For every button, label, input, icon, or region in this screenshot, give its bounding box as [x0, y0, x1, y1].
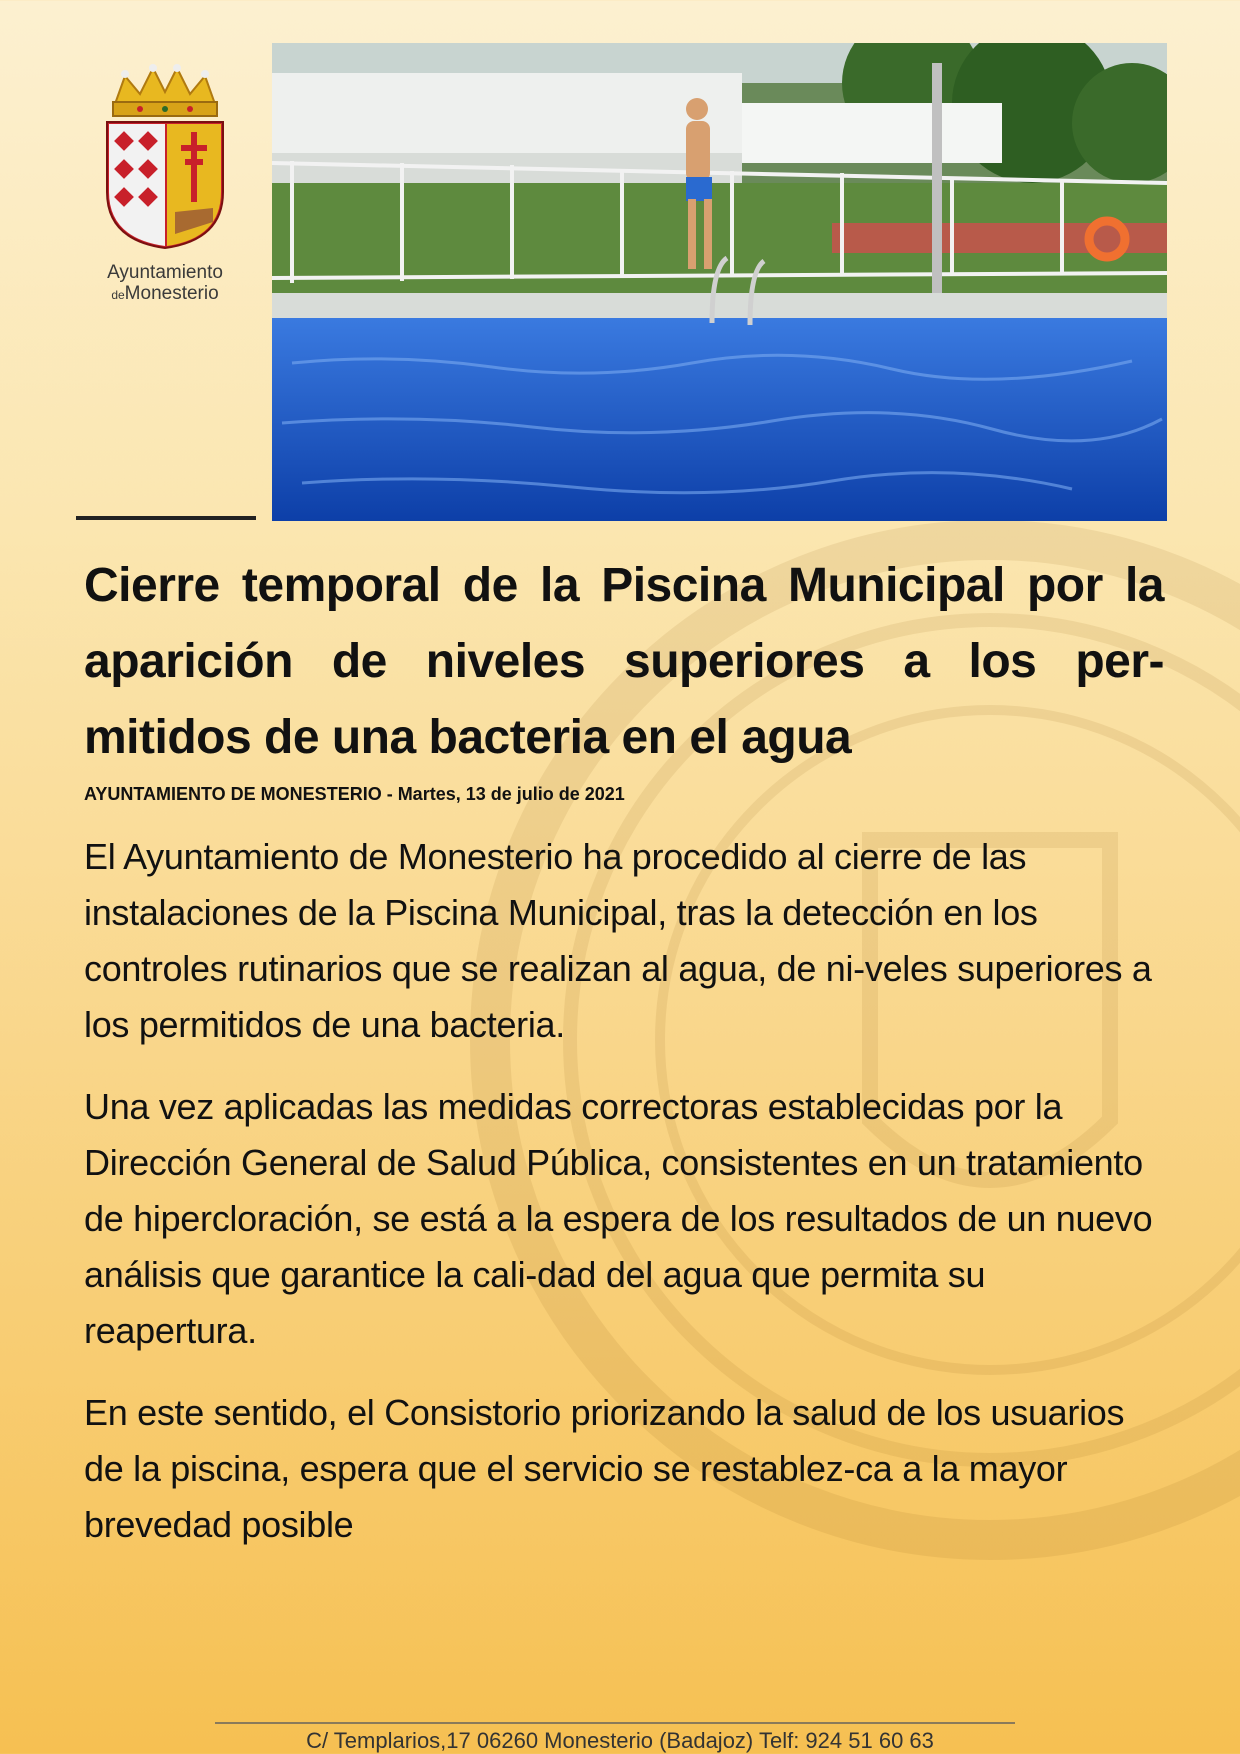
- article-byline: AYUNTAMIENTO DE MONESTERIO - Martes, 13 de julio de 2021: [84, 784, 625, 804]
- logo-divider: [76, 516, 256, 520]
- footer-address: C/ Templarios,17 06260 Monesterio (Badajoz) Telf: 924 51 60 63: [306, 1728, 934, 1753]
- logo-prefix: de: [111, 288, 125, 302]
- municipal-logo: [90, 62, 240, 306]
- article-headline: Cierre temporal de la Piscina Municipal por la aparición de niveles superiores a los per-mitidos de una bacteria en el agua: [84, 559, 1164, 764]
- logo-line2: Monesterio: [124, 283, 219, 304]
- pool-photo: [272, 43, 1167, 521]
- coat-of-arms-icon: [95, 62, 235, 252]
- article-paragraph-1: El Ayuntamiento de Monesterio ha procedido al cierre de las instalaciones de la Piscina Municipal, tras la detección en los controles rutinarios que se realizan al agua, de ni-veles superiores a los permitidos de una bacteria.: [84, 836, 1152, 1045]
- article-paragraph-2: Una vez aplicadas las medidas correctoras establecidas por la Dirección General de Salud Pública, consistentes en un tratamiento de hipercloración, se está a la espera de los resultados de un nuevo análisis que garantice la cali-dad del agua que permita su reapertura.: [84, 1086, 1153, 1351]
- article: [84, 548, 1164, 1579]
- footer-divider: [215, 1722, 1015, 1724]
- logo-line1: Ayuntamiento: [107, 262, 223, 283]
- article-paragraph-3: En este sentido, el Consistorio priorizando la salud de los usuarios de la piscina, espera que el servicio se restablez-ca a la mayor brevedad posible: [84, 1392, 1125, 1545]
